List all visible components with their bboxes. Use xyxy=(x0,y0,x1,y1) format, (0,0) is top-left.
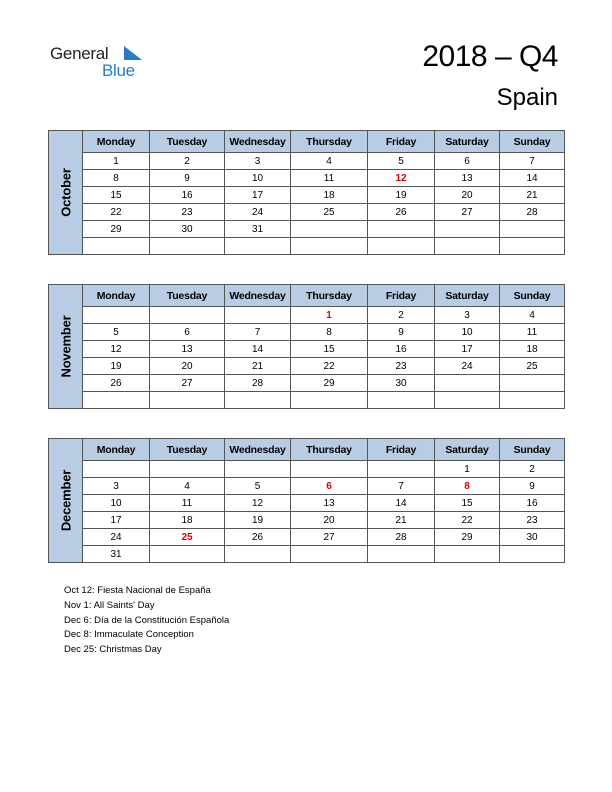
day-cell: 23 xyxy=(150,204,225,221)
day-cell: 6 xyxy=(291,478,368,495)
day-cell: 5 xyxy=(225,478,291,495)
day-cell xyxy=(500,238,565,255)
month-name-cell xyxy=(49,439,83,563)
day-cell: 19 xyxy=(368,187,435,204)
day-cell xyxy=(435,375,500,392)
holiday-note: Dec 6: Día de la Constitución Española xyxy=(64,614,230,626)
page-title: 2018 – Q4 xyxy=(422,40,558,73)
weekday-header: Monday xyxy=(83,285,150,307)
day-cell: 6 xyxy=(435,153,500,170)
day-cell: 14 xyxy=(368,495,435,512)
month-november xyxy=(48,284,564,409)
week-row xyxy=(49,204,565,221)
month-name: October xyxy=(58,167,73,217)
day-cell: 18 xyxy=(291,187,368,204)
day-cell: 19 xyxy=(83,358,150,375)
day-cell xyxy=(368,238,435,255)
day-cell xyxy=(500,392,565,409)
weekday-header: Saturday xyxy=(435,285,500,307)
day-cell: 22 xyxy=(291,358,368,375)
day-cell xyxy=(291,238,368,255)
day-cell xyxy=(83,307,150,324)
day-cell: 22 xyxy=(83,204,150,221)
day-cell: 1 xyxy=(435,461,500,478)
holiday-note: Oct 12: Fiesta Nacional de España xyxy=(64,585,211,596)
month-table xyxy=(48,438,565,563)
weekday-header: Sunday xyxy=(500,285,565,307)
day-cell: 11 xyxy=(150,495,225,512)
day-cell: 26 xyxy=(83,375,150,392)
week-row xyxy=(49,187,565,204)
week-row xyxy=(49,392,565,409)
day-cell xyxy=(291,546,368,563)
month-name-cell xyxy=(49,131,83,255)
weekday-header: Tuesday xyxy=(150,439,225,461)
day-cell: 8 xyxy=(83,170,150,187)
week-row xyxy=(49,512,565,529)
day-cell xyxy=(83,461,150,478)
month-table xyxy=(48,284,565,409)
logo-blue: Blue xyxy=(102,61,135,80)
day-cell: 11 xyxy=(500,324,565,341)
day-cell: 15 xyxy=(83,187,150,204)
day-cell: 18 xyxy=(150,512,225,529)
weekday-header: Sunday xyxy=(500,131,565,153)
day-cell: 1 xyxy=(83,153,150,170)
week-row xyxy=(49,375,565,392)
logo-general: General xyxy=(50,44,109,63)
week-row xyxy=(49,478,565,495)
day-cell: 7 xyxy=(500,153,565,170)
logo-triangle-icon xyxy=(124,46,142,60)
day-cell: 13 xyxy=(150,341,225,358)
week-row xyxy=(49,324,565,341)
day-cell xyxy=(225,461,291,478)
month-table xyxy=(48,130,565,255)
day-cell xyxy=(500,546,565,563)
weekday-header: Thursday xyxy=(291,439,368,461)
day-cell: 5 xyxy=(83,324,150,341)
day-cell xyxy=(83,238,150,255)
day-cell: 23 xyxy=(500,512,565,529)
day-cell: 5 xyxy=(368,153,435,170)
day-cell: 17 xyxy=(83,512,150,529)
day-cell: 4 xyxy=(150,478,225,495)
day-cell xyxy=(368,221,435,238)
day-cell: 14 xyxy=(225,341,291,358)
day-cell: 31 xyxy=(225,221,291,238)
day-cell: 7 xyxy=(368,478,435,495)
day-cell: 20 xyxy=(435,187,500,204)
day-cell xyxy=(435,392,500,409)
day-cell: 7 xyxy=(225,324,291,341)
week-row xyxy=(49,307,565,324)
day-cell xyxy=(435,221,500,238)
day-cell: 23 xyxy=(368,358,435,375)
weekday-header: Wednesday xyxy=(225,131,291,153)
day-cell: 9 xyxy=(368,324,435,341)
day-cell: 26 xyxy=(225,529,291,546)
month-name-cell xyxy=(49,285,83,409)
day-cell: 30 xyxy=(368,375,435,392)
day-cell xyxy=(225,307,291,324)
week-row xyxy=(49,221,565,238)
day-cell: 6 xyxy=(150,324,225,341)
weekday-header: Friday xyxy=(368,439,435,461)
weekday-header: Friday xyxy=(368,285,435,307)
day-cell xyxy=(150,238,225,255)
holiday-note: Nov 1: All Saints' Day xyxy=(64,599,155,611)
day-cell: 28 xyxy=(225,375,291,392)
weekday-header: Wednesday xyxy=(225,285,291,307)
day-cell: 21 xyxy=(500,187,565,204)
week-row xyxy=(49,546,565,563)
day-cell: 12 xyxy=(225,495,291,512)
weekday-header: Wednesday xyxy=(225,439,291,461)
day-cell: 20 xyxy=(291,512,368,529)
day-cell: 2 xyxy=(368,307,435,324)
week-row xyxy=(49,358,565,375)
day-cell xyxy=(368,546,435,563)
day-cell: 29 xyxy=(83,221,150,238)
weekday-header: Friday xyxy=(368,131,435,153)
day-cell: 29 xyxy=(291,375,368,392)
day-cell: 3 xyxy=(83,478,150,495)
month-october xyxy=(48,130,564,255)
day-cell: 26 xyxy=(368,204,435,221)
week-row xyxy=(49,153,565,170)
day-cell xyxy=(500,221,565,238)
day-cell xyxy=(291,221,368,238)
day-cell: 27 xyxy=(291,529,368,546)
week-row xyxy=(49,529,565,546)
day-cell: 9 xyxy=(500,478,565,495)
day-cell: 18 xyxy=(500,341,565,358)
day-cell: 19 xyxy=(225,512,291,529)
day-cell: 28 xyxy=(368,529,435,546)
day-cell xyxy=(150,392,225,409)
day-cell: 13 xyxy=(435,170,500,187)
day-cell xyxy=(150,461,225,478)
day-cell xyxy=(150,546,225,563)
day-cell: 4 xyxy=(291,153,368,170)
week-row xyxy=(49,341,565,358)
week-row xyxy=(49,238,565,255)
day-cell: 30 xyxy=(500,529,565,546)
day-cell: 12 xyxy=(83,341,150,358)
day-cell xyxy=(368,392,435,409)
day-cell: 13 xyxy=(291,495,368,512)
day-cell: 2 xyxy=(150,153,225,170)
weekday-header: Saturday xyxy=(435,439,500,461)
day-cell: 25 xyxy=(500,358,565,375)
day-cell: 16 xyxy=(150,187,225,204)
weekday-header: Thursday xyxy=(291,131,368,153)
weekday-header: Tuesday xyxy=(150,285,225,307)
day-cell: 21 xyxy=(368,512,435,529)
day-cell: 10 xyxy=(225,170,291,187)
day-cell: 14 xyxy=(500,170,565,187)
day-cell xyxy=(435,238,500,255)
day-cell: 10 xyxy=(435,324,500,341)
day-cell: 11 xyxy=(291,170,368,187)
day-cell: 28 xyxy=(500,204,565,221)
day-cell: 16 xyxy=(368,341,435,358)
day-cell xyxy=(225,238,291,255)
day-cell: 21 xyxy=(225,358,291,375)
day-cell: 25 xyxy=(291,204,368,221)
day-cell: 31 xyxy=(83,546,150,563)
day-cell xyxy=(225,546,291,563)
day-cell: 16 xyxy=(500,495,565,512)
month-december xyxy=(48,438,564,563)
holiday-notes xyxy=(64,584,229,658)
day-cell: 1 xyxy=(291,307,368,324)
day-cell: 8 xyxy=(291,324,368,341)
day-cell: 27 xyxy=(435,204,500,221)
holiday-note: Dec 25: Christmas Day xyxy=(64,644,162,656)
day-cell: 15 xyxy=(291,341,368,358)
day-cell: 17 xyxy=(435,341,500,358)
day-cell xyxy=(150,307,225,324)
day-cell: 24 xyxy=(83,529,150,546)
logo xyxy=(50,44,150,84)
day-cell: 24 xyxy=(435,358,500,375)
day-cell: 30 xyxy=(150,221,225,238)
day-cell: 20 xyxy=(150,358,225,375)
day-cell: 3 xyxy=(225,153,291,170)
day-cell xyxy=(368,461,435,478)
month-name: December xyxy=(58,469,73,531)
weekday-header: Monday xyxy=(83,131,150,153)
day-cell xyxy=(500,375,565,392)
day-cell: 29 xyxy=(435,529,500,546)
day-cell xyxy=(83,392,150,409)
weekday-header: Monday xyxy=(83,439,150,461)
day-cell: 4 xyxy=(500,307,565,324)
week-row xyxy=(49,495,565,512)
weekday-header: Sunday xyxy=(500,439,565,461)
day-cell: 9 xyxy=(150,170,225,187)
day-cell xyxy=(435,546,500,563)
day-cell: 8 xyxy=(435,478,500,495)
day-cell xyxy=(291,392,368,409)
country-name: Spain xyxy=(496,84,558,111)
day-cell: 12 xyxy=(368,170,435,187)
day-cell xyxy=(225,392,291,409)
month-name: November xyxy=(58,315,73,377)
weekday-header: Thursday xyxy=(291,285,368,307)
day-cell: 15 xyxy=(435,495,500,512)
day-cell: 27 xyxy=(150,375,225,392)
day-cell: 2 xyxy=(500,461,565,478)
weekday-header: Tuesday xyxy=(150,131,225,153)
day-cell: 22 xyxy=(435,512,500,529)
day-cell: 3 xyxy=(435,307,500,324)
day-cell xyxy=(291,461,368,478)
day-cell: 17 xyxy=(225,187,291,204)
week-row xyxy=(49,170,565,187)
day-cell: 24 xyxy=(225,204,291,221)
weekday-header: Saturday xyxy=(435,131,500,153)
day-cell: 10 xyxy=(83,495,150,512)
holiday-note: Dec 8: Immaculate Conception xyxy=(64,629,194,641)
week-row xyxy=(49,461,565,478)
day-cell: 25 xyxy=(150,529,225,546)
